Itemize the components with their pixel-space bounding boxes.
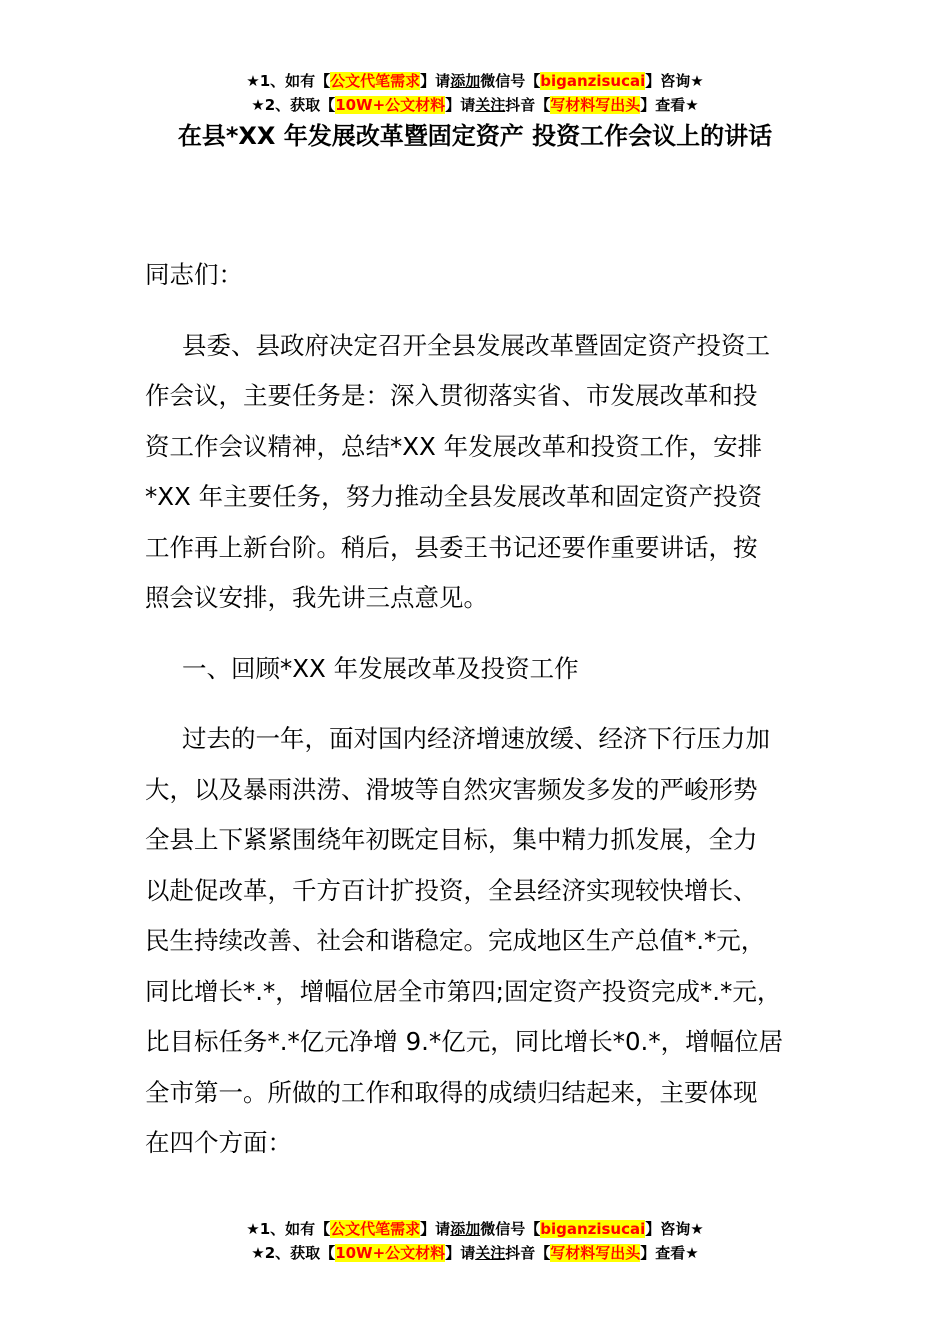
promo-line-2 (0, 93, 950, 117)
promo-banner-top (0, 69, 950, 117)
promo-highlight-materials: 10W+公文材料 (335, 96, 446, 114)
paragraph-line: 工作再上新台阶。稍后，县委王书记还要作重要讲话，按 (145, 532, 758, 562)
paragraph-line: 全县上下紧紧围绕年初既定目标，集中精力抓发展，全力 (145, 825, 758, 854)
promo-highlight-wechat-id: biganzisucai (540, 72, 646, 90)
promo-text: 】查看★ (640, 96, 699, 114)
promo-text: 抖音【 (505, 96, 551, 114)
promo-highlight-douyin-id: 写材料写出头 (550, 1244, 641, 1262)
promo-underline-add: 添加 (450, 1220, 481, 1238)
paragraph-line: 照会议安排，我先讲三点意见。 (145, 583, 488, 612)
document-body (145, 250, 810, 1169)
promo-line-2 (0, 1241, 950, 1265)
promo-text: ★1、如有【 (246, 1220, 331, 1238)
promo-banner-bottom (0, 1217, 950, 1265)
paragraph-line: 在四个方面： (145, 1128, 292, 1157)
paragraph-line: 民生持续改善、社会和谐稳定。完成地区生产总值*.*元， (145, 926, 766, 955)
promo-highlight-service: 公文代笔需求 (330, 72, 421, 90)
promo-underline-add: 添加 (450, 72, 481, 90)
promo-text: 抖音【 (505, 1244, 551, 1262)
promo-text: 微信号【 (480, 1220, 541, 1238)
paragraph-line: *XX 年主要任务，努力推动全县发展改革和固定资产投资 (145, 482, 763, 511)
paragraph-line: 同比增长*.*，增幅位居全市第四;固定资产投资完成*.*元， (145, 976, 782, 1006)
promo-line-1 (0, 1217, 950, 1241)
promo-underline-follow: 关注 (475, 1244, 506, 1262)
paragraph-line: 过去的一年，面对国内经济增速放缓、经济下行压力加 (182, 724, 770, 753)
promo-highlight-service: 公文代笔需求 (330, 1220, 421, 1238)
paragraph-intro (145, 321, 810, 624)
promo-underline-follow: 关注 (475, 96, 506, 114)
section-heading-1: 一、回顾*XX 年发展改革及投资工作 (182, 653, 579, 683)
promo-line-1 (0, 69, 950, 93)
promo-text: 】查看★ (640, 1244, 699, 1262)
paragraph-line: 资工作会议精神，总结*XX 年发展改革和投资工作，安排 (145, 431, 763, 461)
paragraph-line: 作会议，主要任务是：深入贯彻落实省、市发展改革和投 (145, 381, 758, 410)
promo-highlight-materials: 10W+公文材料 (335, 1244, 446, 1262)
promo-text: 】请 (420, 72, 451, 90)
promo-highlight-douyin-id: 写材料写出头 (550, 96, 641, 114)
promo-text: 】咨询★ (645, 1220, 704, 1238)
promo-text: 微信号【 (480, 72, 541, 90)
salutation: 同志们： (145, 260, 243, 289)
paragraph-line: 比目标任务*.*亿元净增 9.*亿元，同比增长*0.*，增幅位居 (145, 1027, 784, 1056)
promo-highlight-wechat-id: biganzisucai (540, 1220, 646, 1238)
paragraph-line: 以赴促改革，千方百计扩投资，全县经济实现较快增长、 (145, 875, 758, 905)
promo-text: ★2、获取【 (251, 1244, 336, 1262)
document-title: 在县*XX 年发展改革暨固定资产 投资工作会议上的讲话 (177, 122, 773, 150)
promo-text: 】请 (420, 1220, 451, 1238)
promo-text: 】请 (445, 1244, 476, 1262)
promo-text: 】咨询★ (645, 72, 704, 90)
promo-text: ★2、获取【 (251, 96, 336, 114)
paragraph-line: 大，以及暴雨洪涝、滑坡等自然灾害频发多发的严峻形势 (145, 774, 758, 804)
paragraph-line: 全市第一。所做的工作和取得的成绩归结起来，主要体现 (145, 1077, 758, 1107)
paragraph-line: 县委、县政府决定召开全县发展改革暨固定资产投资工 (182, 330, 770, 360)
promo-text: 】请 (445, 96, 476, 114)
promo-text: ★1、如有【 (246, 72, 331, 90)
paragraph-review (145, 714, 810, 1169)
